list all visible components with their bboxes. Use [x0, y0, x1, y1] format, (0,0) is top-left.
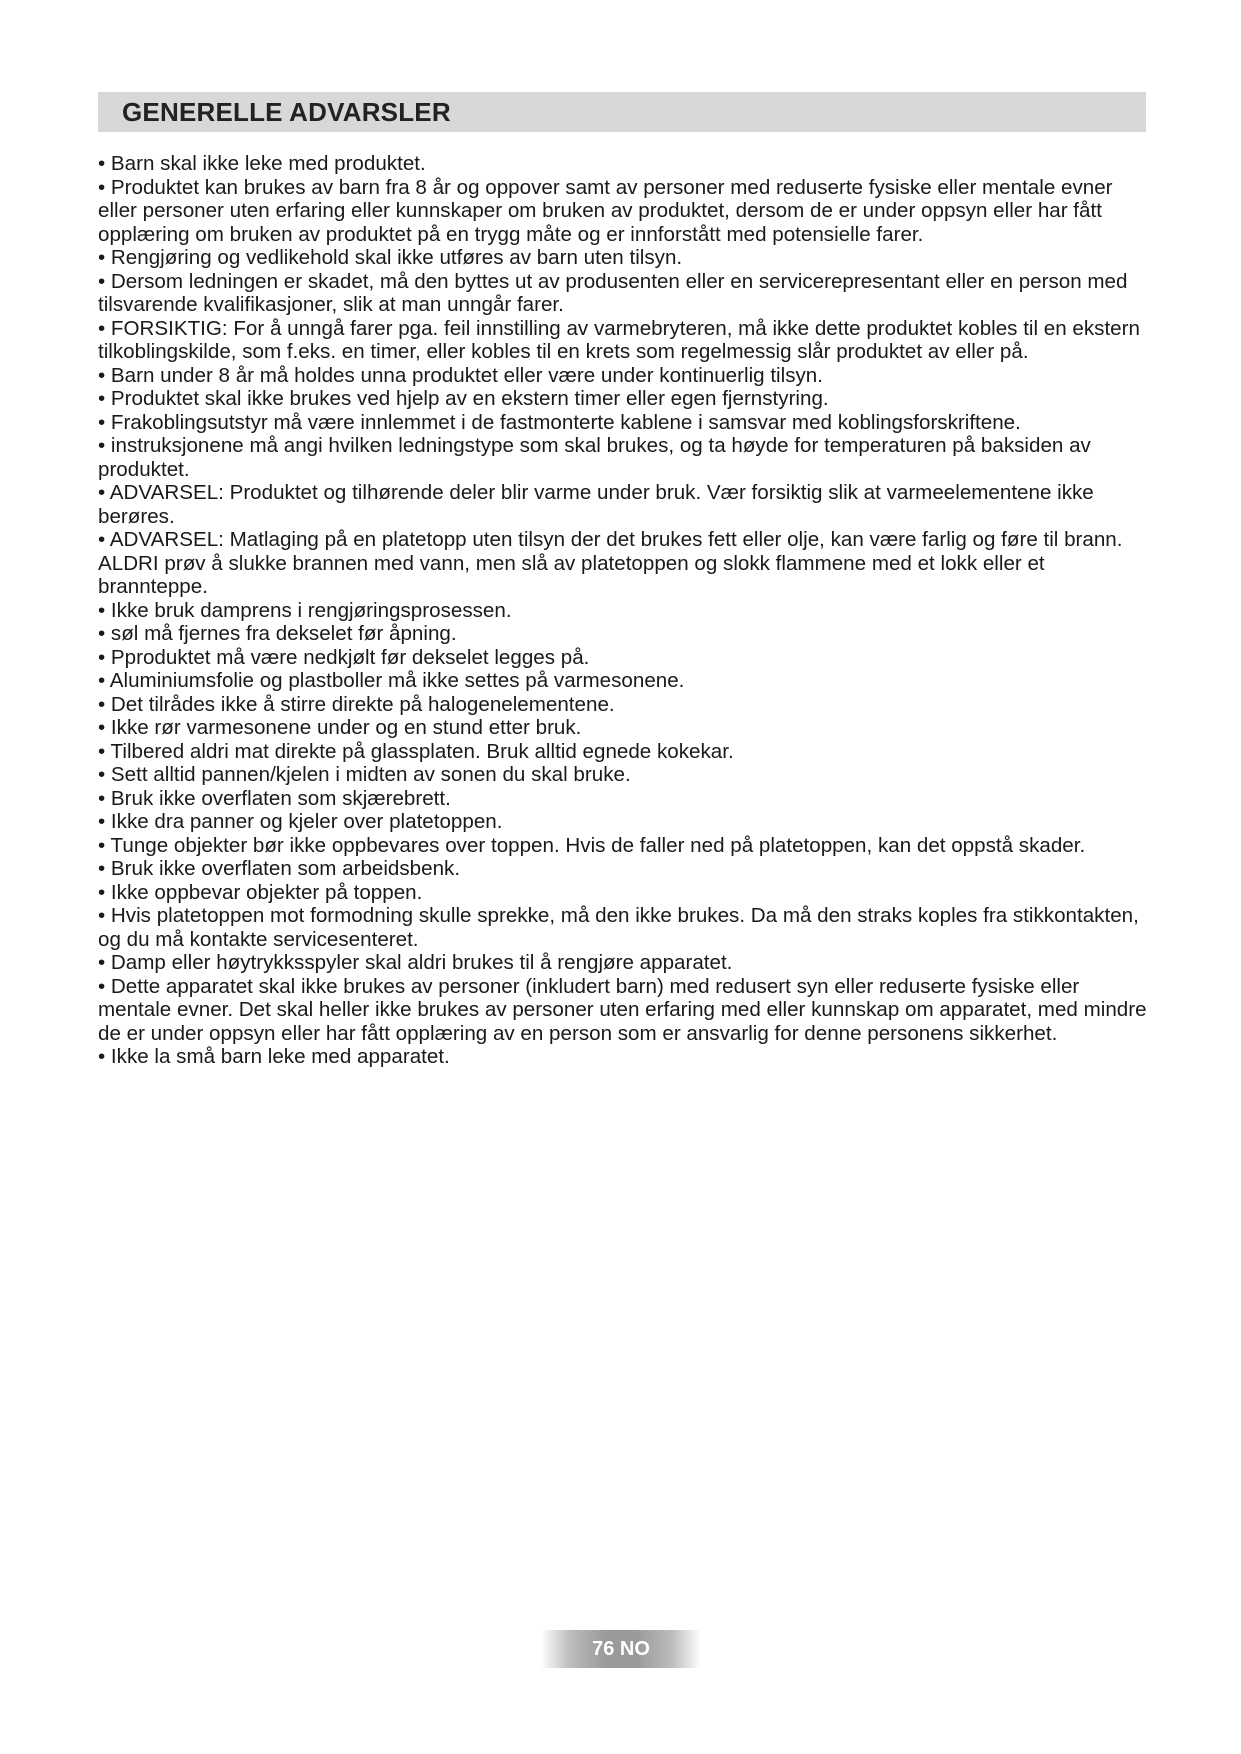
warning-paragraph: • FORSIKTIG: For å unngå farer pga. feil innstilling av varmebryteren, må ikke dette produktet kobles til en ekstern tilkoblingskilde, som f.eks. en timer, eller kobles til en krets som regelmessig slår produktet av eller på.: [98, 316, 1140, 363]
warning-paragraph: • Damp eller høytrykksspyler skal aldri brukes til å rengjøre apparatet.: [98, 951, 733, 974]
warning-paragraph: • Tunge objekter bør ikke oppbevares over toppen. Hvis de faller ned på platetoppen, kan det oppstå skader.: [98, 833, 1086, 857]
warning-paragraph: • Ikke la små barn leke med apparatet.: [98, 1045, 450, 1068]
warning-paragraph: • Tilbered aldri mat direkte på glassplaten. Bruk alltid egnede kokekar.: [98, 739, 734, 763]
warning-paragraph: • ADVARSEL: Matlaging på en platetopp uten tilsyn der det brukes fett eller olje, kan være farlig og føre til brann.: [98, 528, 1123, 551]
warning-paragraph: • Hvis platetoppen mot formodning skulle sprekke, må den ikke brukes. Da må den straks koples fra stikkontakten, og du må kontakte servicesenteret.: [98, 904, 1139, 951]
warning-paragraph: • Ikke rør varmesonene under og en stund etter bruk.: [98, 716, 582, 739]
warning-paragraph: • Dersom ledningen er skadet, må den byttes ut av produsenten eller en servicerepresentant eller en person med tilsvarende kvalifikasjoner, slik at man unngår farer.: [98, 269, 1128, 316]
warning-paragraph: • Barn under 8 år må holdes unna produktet eller være under kontinuerlig tilsyn.: [98, 363, 823, 387]
warning-paragraph: • ADVARSEL: Produktet og tilhørende deler blir varme under bruk. Vær forsiktig slik at varmeelementene ikke berøres.: [98, 481, 1094, 528]
section-header-bar: [98, 92, 1146, 132]
warning-paragraph: • Rengjøring og vedlikehold skal ikke utføres av barn uten tilsyn.: [98, 246, 683, 269]
warning-paragraph: • Ikke dra panner og kjeler over platetoppen.: [98, 810, 503, 833]
warning-paragraph: • instruksjonene må angi hvilken ledningstype som skal brukes, og ta høyde for temperaturen på baksiden av produktet.: [98, 434, 1091, 481]
page-number: 76 NO: [592, 1637, 650, 1660]
page-title: GENERELLE ADVARSLER: [122, 96, 451, 127]
warning-paragraph: • Det tilrådes ikke å stirre direkte på halogenelementene.: [98, 692, 615, 716]
warnings-list: [98, 152, 1150, 1069]
warning-paragraph: • Ikke bruk damprens i rengjøringsprosessen.: [98, 598, 512, 622]
warning-paragraph: • Barn skal ikke leke med produktet.: [98, 152, 426, 175]
warning-paragraph: • Bruk ikke overflaten som skjærebrett.: [98, 786, 451, 810]
warning-paragraph: • Produktet kan brukes av barn fra 8 år og oppover samt av personer med reduserte fysiske eller mentale evner eller personer uten erfaring eller kunnskaper om bruken av produktet, dersom de er under oppsyn eller har fått opplæring om bruken av produktet på en trygg måte og er innforstått med potensielle farer.: [98, 175, 1113, 246]
warning-paragraph: • søl må fjernes fra dekselet før åpning.: [98, 622, 457, 645]
warning-paragraph: • Bruk ikke overflaten som arbeidsbenk.: [98, 857, 461, 880]
warning-paragraph: • Ikke oppbevar objekter på toppen.: [98, 880, 423, 904]
warning-paragraph: • Pproduktet må være nedkjølt før dekselet legges på.: [98, 645, 590, 669]
warning-paragraph: • Sett alltid pannen/kjelen i midten av sonen du skal bruke.: [98, 763, 631, 786]
warning-paragraph: ALDRI prøv å slukke brannen med vann, men slå av platetoppen og slokk flammene med et lokk eller et brannteppe.: [98, 551, 1045, 598]
warning-paragraph: • Produktet skal ikke brukes ved hjelp av en ekstern timer eller egen fjernstyring.: [98, 387, 829, 410]
warning-paragraph: • Dette apparatet skal ikke brukes av personer (inkludert barn) med redusert syn eller reduserte fysiske eller mentale evner. Det skal heller ikke brukes av personer uten erfaring med eller kunnskap om apparatet, med mindre de er under oppsyn eller har fått opplæring av en person som er ansvarlig for denne personens sikkerhet.: [98, 974, 1147, 1045]
warning-paragraph: • Frakoblingsutstyr må være innlemmet i de fastmonterte kablene i samsvar med koblingsforskriftene.: [98, 410, 1021, 434]
page-number-badge: [541, 1630, 701, 1668]
warning-paragraph: • Aluminiumsfolie og plastboller må ikke settes på varmesonene.: [98, 669, 685, 692]
